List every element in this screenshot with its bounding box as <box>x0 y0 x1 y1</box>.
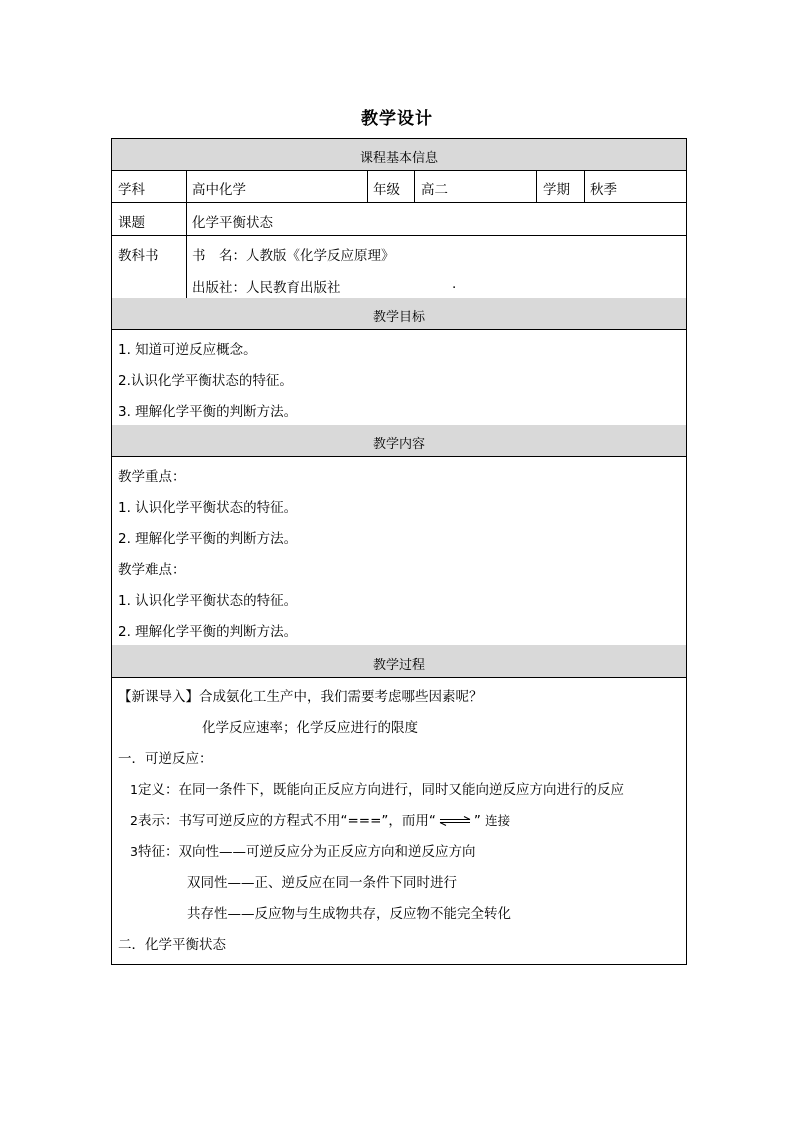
textbook-name: 书 名：人教版《化学反应原理》 <box>192 248 395 264</box>
lesson-plan-table <box>111 138 687 965</box>
difficult-point-item: 2. 理解化学平衡的判断方法。 <box>118 624 298 640</box>
features-text: 特征：双向性——可逆反应分为正反应方向和逆反应方向 <box>137 844 476 860</box>
section-header-objectives-label: 教学目标 <box>372 310 425 325</box>
feature-item: 共存性——反应物与生成物共存，反应物不能完全转化 <box>187 906 511 922</box>
intro-answer: 化学反应速率；化学反应进行的限度 <box>202 720 418 736</box>
part-one-heading: 一．可逆反应： <box>118 751 213 767</box>
section-header-content-label: 教学内容 <box>372 437 425 452</box>
topic-label: 课题 <box>118 215 145 231</box>
term-value: 秋季 <box>590 182 617 198</box>
textbook-publisher: 出版社：人民教育出版社 <box>192 280 341 296</box>
representation-connect: 连接 <box>485 813 511 828</box>
representation-text: 表示：书写可逆反应的方程式不用“===”，而用“ <box>137 813 436 829</box>
section-header-basic-info-label: 课程基本信息 <box>359 151 438 166</box>
grade-value: 高二 <box>421 182 448 198</box>
objective-item: 1. 知道可逆反应概念。 <box>118 342 257 358</box>
definition-line <box>130 778 624 798</box>
part-two-heading: 二．化学平衡状态 <box>118 937 226 953</box>
feature-item: 双同性——正、逆反应在同一条件下同时进行 <box>187 875 457 891</box>
textbook-label: 教科书 <box>118 248 159 264</box>
representation-number: 2 <box>130 813 138 828</box>
features-number: 3 <box>130 844 138 859</box>
subject-value: 高中化学 <box>192 182 246 198</box>
publisher-trailing-dot: . <box>452 276 457 292</box>
key-point-item: 2. 理解化学平衡的判断方法。 <box>118 531 298 547</box>
key-point-item: 1. 认识化学平衡状态的特征。 <box>118 500 298 516</box>
key-points-label: 教学重点： <box>118 469 186 485</box>
page-title: 教学设计 <box>361 109 433 129</box>
definition-text: 定义：在同一条件下，既能向正反应方向进行，同时又能向逆反应方向进行的反应 <box>137 782 624 798</box>
representation-line <box>130 809 510 829</box>
term-label: 学期 <box>543 182 570 198</box>
features-line <box>130 840 475 860</box>
objective-item: 3. 理解化学平衡的判断方法。 <box>118 404 298 420</box>
subject-label: 学科 <box>118 182 145 198</box>
representation-quote: ” <box>473 813 481 829</box>
difficult-points-label: 教学难点： <box>118 562 186 578</box>
reversible-arrow-icon <box>438 816 472 826</box>
objective-item: 2.认识化学平衡状态的特征。 <box>118 373 293 389</box>
topic-value: 化学平衡状态 <box>192 215 273 231</box>
definition-number: 1 <box>130 782 138 797</box>
grade-label: 年级 <box>373 182 400 198</box>
section-header-process-label: 教学过程 <box>372 658 425 673</box>
difficult-point-item: 1. 认识化学平衡状态的特征。 <box>118 593 298 609</box>
intro-question: 【新课导入】合成氨化工生产中，我们需要考虑哪些因素呢？ <box>118 689 483 705</box>
